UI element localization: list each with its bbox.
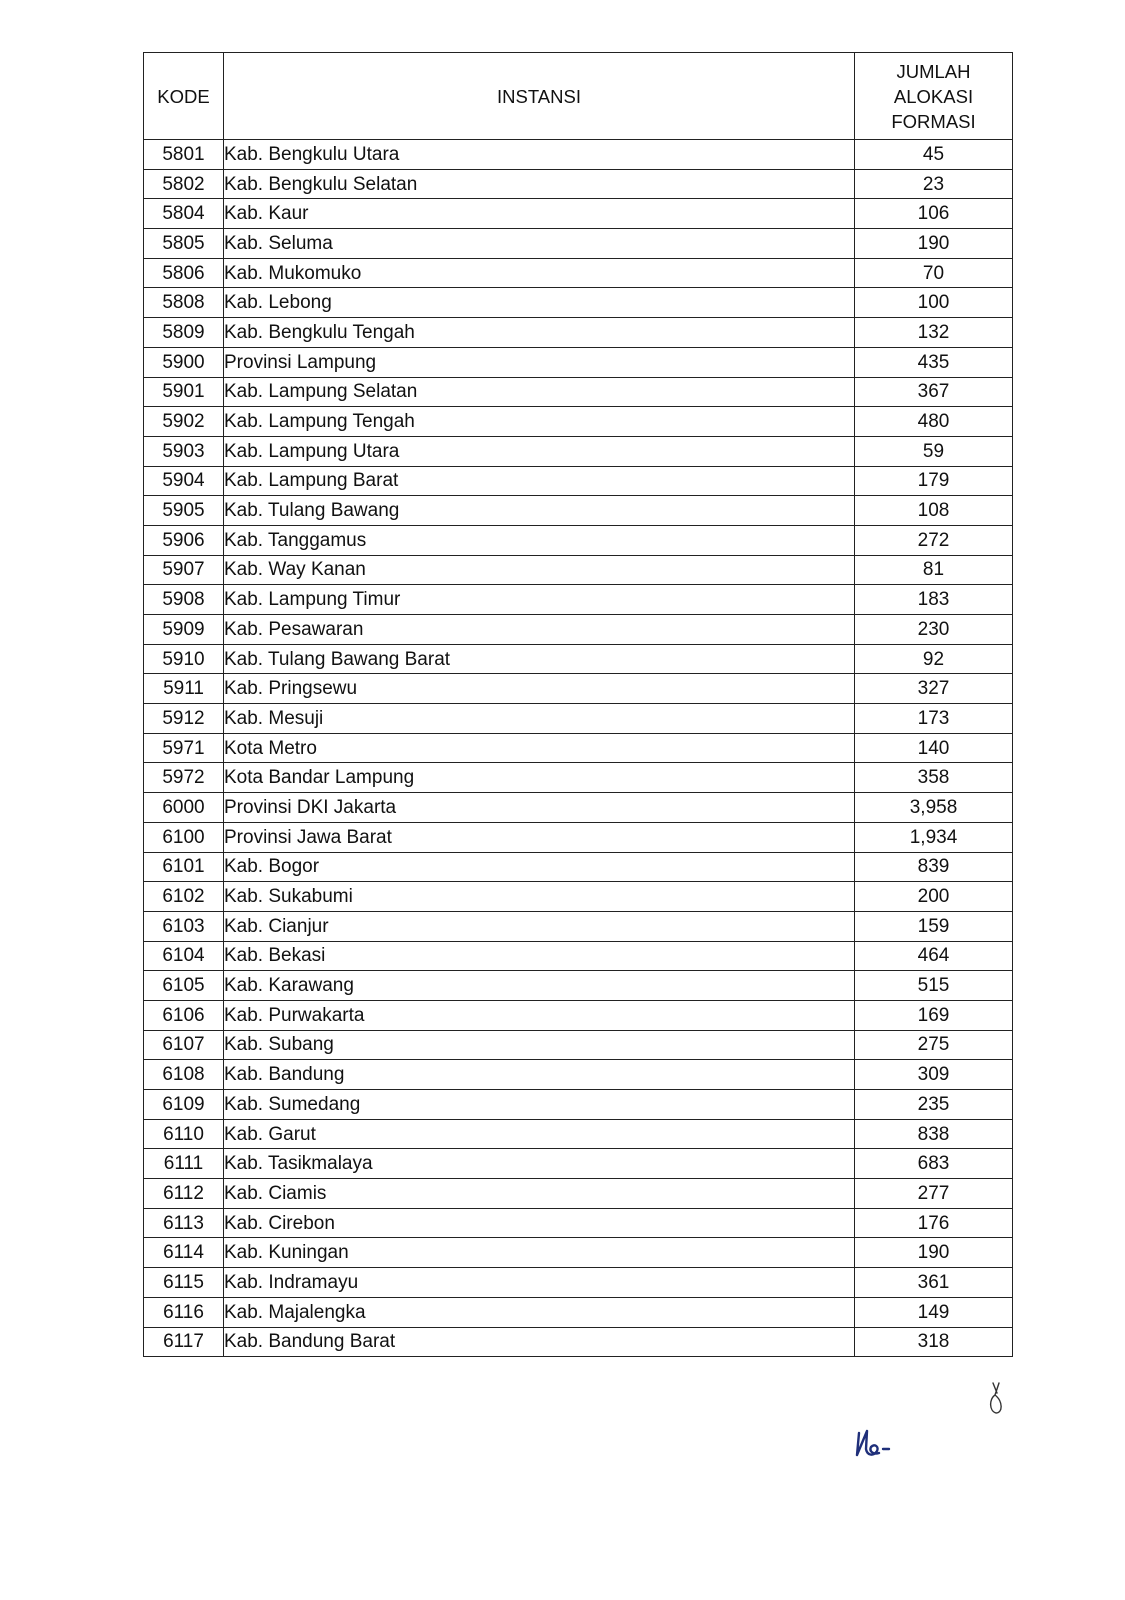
cell-jumlah: 45	[855, 140, 1013, 170]
cell-jumlah: 108	[855, 496, 1013, 526]
cell-instansi: Kab. Bandung	[224, 1060, 855, 1090]
cell-instansi: Kab. Garut	[224, 1119, 855, 1149]
cell-instansi: Kab. Bengkulu Utara	[224, 140, 855, 170]
cell-kode: 5910	[144, 644, 224, 674]
cell-instansi: Kab. Lebong	[224, 288, 855, 318]
table-row	[144, 258, 1013, 288]
table-row	[144, 466, 1013, 496]
table-row	[144, 1149, 1013, 1179]
cell-kode: 5808	[144, 288, 224, 318]
table-row	[144, 1208, 1013, 1238]
cell-kode: 6109	[144, 1090, 224, 1120]
cell-instansi: Kab. Pesawaran	[224, 615, 855, 645]
cell-instansi: Kab. Mesuji	[224, 704, 855, 734]
table-row	[144, 288, 1013, 318]
cell-kode: 6104	[144, 941, 224, 971]
cell-instansi: Kab. Lampung Tengah	[224, 407, 855, 437]
cell-instansi: Kota Metro	[224, 733, 855, 763]
cell-kode: 5809	[144, 318, 224, 348]
table-row	[144, 704, 1013, 734]
cell-jumlah: 235	[855, 1090, 1013, 1120]
header-jumlah-line: JUMLAH	[896, 60, 971, 82]
table-row	[144, 525, 1013, 555]
cell-instansi: Kab. Lampung Barat	[224, 466, 855, 496]
table-row	[144, 1327, 1013, 1357]
cell-instansi: Kab. Bengkulu Selatan	[224, 169, 855, 199]
table-row	[144, 377, 1013, 407]
cell-instansi: Kab. Indramayu	[224, 1268, 855, 1298]
cell-jumlah: 839	[855, 852, 1013, 882]
cell-jumlah: 327	[855, 674, 1013, 704]
header-jumlah	[855, 53, 1013, 140]
table-row	[144, 1179, 1013, 1209]
cell-instansi: Provinsi Jawa Barat	[224, 822, 855, 852]
cell-jumlah: 464	[855, 941, 1013, 971]
table-row	[144, 733, 1013, 763]
header-jumlah-line: ALOKASI	[893, 85, 974, 107]
cell-kode: 5905	[144, 496, 224, 526]
table-row	[144, 1268, 1013, 1298]
table-row	[144, 347, 1013, 377]
table-row	[144, 763, 1013, 793]
cell-jumlah: 272	[855, 525, 1013, 555]
table-row	[144, 496, 1013, 526]
cell-jumlah: 838	[855, 1119, 1013, 1149]
table-row	[144, 436, 1013, 466]
cell-jumlah: 159	[855, 911, 1013, 941]
table-row	[144, 199, 1013, 229]
formasi-table	[143, 52, 1013, 1357]
cell-kode: 6106	[144, 1000, 224, 1030]
cell-kode: 5904	[144, 466, 224, 496]
cell-kode: 5801	[144, 140, 224, 170]
cell-instansi: Kab. Bengkulu Tengah	[224, 318, 855, 348]
cell-kode: 6107	[144, 1030, 224, 1060]
table-row	[144, 971, 1013, 1001]
cell-jumlah: 149	[855, 1297, 1013, 1327]
cell-kode: 6113	[144, 1208, 224, 1238]
cell-instansi: Kab. Seluma	[224, 229, 855, 259]
cell-instansi: Kab. Cirebon	[224, 1208, 855, 1238]
table-row	[144, 852, 1013, 882]
initial-mark-icon	[985, 1381, 1007, 1417]
cell-kode: 6114	[144, 1238, 224, 1268]
table-header-row	[144, 53, 1013, 140]
cell-jumlah: 140	[855, 733, 1013, 763]
cell-kode: 5901	[144, 377, 224, 407]
table-row	[144, 674, 1013, 704]
cell-kode: 5806	[144, 258, 224, 288]
cell-kode: 6110	[144, 1119, 224, 1149]
cell-jumlah: 515	[855, 971, 1013, 1001]
table-row	[144, 407, 1013, 437]
signature-paraf	[855, 1425, 905, 1461]
cell-instansi: Kab. Mukomuko	[224, 258, 855, 288]
cell-jumlah: 70	[855, 258, 1013, 288]
cell-jumlah: 190	[855, 1238, 1013, 1268]
table-row	[144, 615, 1013, 645]
cell-jumlah: 81	[855, 555, 1013, 585]
cell-kode: 5908	[144, 585, 224, 615]
cell-jumlah: 100	[855, 288, 1013, 318]
cell-instansi: Kab. Sukabumi	[224, 882, 855, 912]
cell-jumlah: 59	[855, 436, 1013, 466]
cell-instansi: Kab. Ciamis	[224, 1179, 855, 1209]
cell-jumlah: 683	[855, 1149, 1013, 1179]
cell-kode: 5912	[144, 704, 224, 734]
table-row	[144, 1297, 1013, 1327]
cell-instansi: Kab. Tanggamus	[224, 525, 855, 555]
cell-jumlah: 309	[855, 1060, 1013, 1090]
table-row	[144, 793, 1013, 823]
cell-jumlah: 318	[855, 1327, 1013, 1357]
cell-kode: 5906	[144, 525, 224, 555]
cell-kode: 6117	[144, 1327, 224, 1357]
table-row	[144, 1030, 1013, 1060]
table-row	[144, 229, 1013, 259]
cell-jumlah: 361	[855, 1268, 1013, 1298]
cell-jumlah: 179	[855, 466, 1013, 496]
cell-kode: 6100	[144, 822, 224, 852]
cell-jumlah: 3,958	[855, 793, 1013, 823]
cell-kode: 5804	[144, 199, 224, 229]
cell-kode: 5971	[144, 733, 224, 763]
cell-jumlah: 23	[855, 169, 1013, 199]
cell-instansi: Kab. Pringsewu	[224, 674, 855, 704]
table-row	[144, 1119, 1013, 1149]
table-row	[144, 1238, 1013, 1268]
header-jumlah-line: FORMASI	[891, 110, 976, 132]
cell-instansi: Kab. Lampung Selatan	[224, 377, 855, 407]
table-row	[144, 882, 1013, 912]
table-row	[144, 911, 1013, 941]
table-row	[144, 822, 1013, 852]
table-row	[144, 169, 1013, 199]
header-instansi: INSTANSI	[224, 53, 855, 140]
cell-instansi: Kab. Bandung Barat	[224, 1327, 855, 1357]
cell-instansi: Kab. Bekasi	[224, 941, 855, 971]
cell-jumlah: 200	[855, 882, 1013, 912]
cell-jumlah: 275	[855, 1030, 1013, 1060]
cell-kode: 6102	[144, 882, 224, 912]
cell-kode: 6108	[144, 1060, 224, 1090]
table-row	[144, 318, 1013, 348]
cell-jumlah: 230	[855, 615, 1013, 645]
table-row	[144, 1060, 1013, 1090]
table-row	[144, 585, 1013, 615]
cell-kode: 5972	[144, 763, 224, 793]
table-row	[144, 941, 1013, 971]
cell-jumlah: 183	[855, 585, 1013, 615]
cell-kode: 5903	[144, 436, 224, 466]
cell-jumlah: 358	[855, 763, 1013, 793]
cell-kode: 5802	[144, 169, 224, 199]
header-kode: KODE	[144, 53, 224, 140]
cell-instansi: Kota Bandar Lampung	[224, 763, 855, 793]
table-row	[144, 140, 1013, 170]
cell-instansi: Kab. Sumedang	[224, 1090, 855, 1120]
cell-instansi: Kab. Purwakarta	[224, 1000, 855, 1030]
cell-instansi: Kab. Subang	[224, 1030, 855, 1060]
cell-kode: 6112	[144, 1179, 224, 1209]
cell-kode: 6111	[144, 1149, 224, 1179]
cell-jumlah: 480	[855, 407, 1013, 437]
cell-instansi: Kab. Lampung Timur	[224, 585, 855, 615]
cell-jumlah: 190	[855, 229, 1013, 259]
cell-kode: 5900	[144, 347, 224, 377]
cell-kode: 5907	[144, 555, 224, 585]
table-row	[144, 1000, 1013, 1030]
cell-kode: 6105	[144, 971, 224, 1001]
cell-jumlah: 435	[855, 347, 1013, 377]
cell-kode: 6115	[144, 1268, 224, 1298]
cell-instansi: Kab. Majalengka	[224, 1297, 855, 1327]
cell-kode: 5909	[144, 615, 224, 645]
cell-jumlah: 176	[855, 1208, 1013, 1238]
table-row	[144, 1090, 1013, 1120]
cell-instansi: Kab. Kaur	[224, 199, 855, 229]
cell-kode: 6000	[144, 793, 224, 823]
cell-kode: 6116	[144, 1297, 224, 1327]
cell-instansi: Kab. Kuningan	[224, 1238, 855, 1268]
cell-jumlah: 132	[855, 318, 1013, 348]
table-body	[144, 140, 1013, 1357]
cell-instansi: Provinsi DKI Jakarta	[224, 793, 855, 823]
cell-kode: 6101	[144, 852, 224, 882]
cell-instansi: Kab. Tasikmalaya	[224, 1149, 855, 1179]
cell-jumlah: 169	[855, 1000, 1013, 1030]
cell-jumlah: 173	[855, 704, 1013, 734]
cell-jumlah: 1,934	[855, 822, 1013, 852]
cell-kode: 5911	[144, 674, 224, 704]
cell-jumlah: 277	[855, 1179, 1013, 1209]
cell-kode: 6103	[144, 911, 224, 941]
cell-instansi: Kab. Karawang	[224, 971, 855, 1001]
cell-jumlah: 92	[855, 644, 1013, 674]
cell-instansi: Provinsi Lampung	[224, 347, 855, 377]
cell-instansi: Kab. Tulang Bawang	[224, 496, 855, 526]
table-row	[144, 644, 1013, 674]
cell-instansi: Kab. Lampung Utara	[224, 436, 855, 466]
table-row	[144, 555, 1013, 585]
cell-instansi: Kab. Bogor	[224, 852, 855, 882]
cell-jumlah: 367	[855, 377, 1013, 407]
cell-jumlah: 106	[855, 199, 1013, 229]
cell-kode: 5902	[144, 407, 224, 437]
cell-instansi: Kab. Way Kanan	[224, 555, 855, 585]
cell-instansi: Kab. Tulang Bawang Barat	[224, 644, 855, 674]
cell-kode: 5805	[144, 229, 224, 259]
cell-instansi: Kab. Cianjur	[224, 911, 855, 941]
